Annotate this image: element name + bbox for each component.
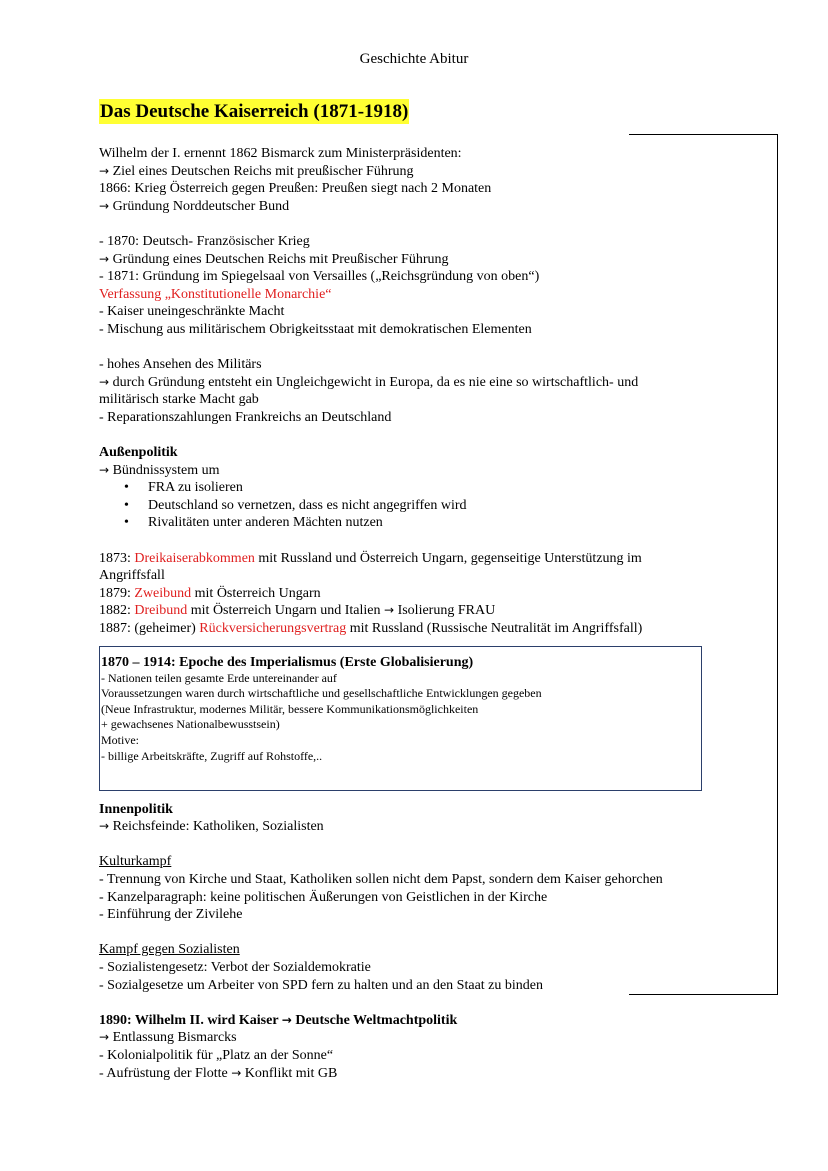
arrow-icon: → [281, 1012, 292, 1027]
arrow-icon: → [231, 1065, 242, 1080]
imperialism-box [99, 646, 702, 791]
page-title: Das Deutsche Kaiserreich (1871-1918) [100, 101, 409, 122]
box-line: - billige Arbeitskräfte, Zugriff auf Rohstoffe,.. [101, 748, 323, 763]
text-line: - Kanzelparagraph: keine politischen Äußerungen von Geistlichen in der Kirche [99, 889, 548, 905]
text-line: - Sozialgesetze um Arbeiter von SPD fern zu halten und an den Staat zu binden [99, 977, 543, 993]
treaty-line: 1879: Zweibund mit Österreich Ungarn [99, 585, 321, 601]
text-line: - Kaiser uneingeschränkte Macht [99, 304, 285, 320]
arrow-icon: → [99, 198, 110, 213]
text-line: - Aufrüstung der Flotte → Konflikt mit GB [99, 1065, 338, 1081]
text-line: - Reparationszahlungen Frankreichs an Deutschland [99, 409, 392, 425]
text-line: - Trennung von Kirche und Staat, Katholiken sollen nicht dem Papst, sondern dem Kaiser gehorchen [99, 872, 663, 887]
list-item: • Deutschland so vernetzen, dass es nicht angegriffen wird [124, 497, 467, 513]
arrow-icon: → [99, 251, 110, 266]
arrow-icon: → [384, 603, 395, 618]
text-line: 1866: Krieg Österreich gegen Preußen: Preußen siegt nach 2 Monaten [99, 181, 492, 197]
bullet-icon: • [124, 497, 129, 513]
text-line: → Bündnissystem um [99, 462, 220, 478]
box-line: - Nationen teilen gesamte Erde untereinander auf [101, 670, 337, 685]
text-line: → durch Gründung entsteht ein Ungleichgewicht in Europa, da es nie eine so wirtschaftlich- und [99, 374, 639, 390]
box-line: + gewachsenes Nationalbewusstsein) [101, 717, 280, 732]
text-line: - Kolonialpolitik für „Platz an der Sonne“ [99, 1047, 334, 1063]
section-heading-sozialisten: Kampf gegen Sozialisten [99, 942, 240, 958]
box-line: Motive: [101, 733, 139, 747]
box-title: 1870 – 1914: Epoche des Imperialismus (Erste Globalisierung) [101, 654, 474, 670]
section-heading-weltmachtpolitik: 1890: Wilhelm II. wird Kaiser → Deutsche Weltmachtpolitik [99, 1012, 458, 1028]
text-line: → Gründung eines Deutschen Reichs mit Preußischer Führung [99, 251, 449, 267]
text-line: - hohes Ansehen des Militärs [99, 357, 262, 373]
document-body [99, 145, 739, 1082]
arrow-icon: → [99, 374, 110, 389]
text-line: → Entlassung Bismarcks [99, 1030, 237, 1046]
box-line: (Neue Infrastruktur, modernes Militär, bessere Kommunikationsmöglichkeiten [101, 701, 479, 716]
text-line: - 1870: Deutsch- Französischer Krieg [99, 233, 310, 249]
section-heading-kulturkampf: Kulturkampf [99, 854, 172, 870]
list-item: • FRA zu isolieren [124, 480, 243, 496]
arrow-icon: → [99, 819, 110, 834]
treaty-line: 1873: Dreikaiserabkommen mit Russland und Österreich Ungarn, gegenseitige Unterstützung im [99, 550, 642, 566]
box-line: Voraussetzungen waren durch wirtschaftliche und gesellschaftliche Entwicklungen gegeben [101, 686, 542, 701]
text-line: → Ziel eines Deutschen Reichs mit preußischer Führung [99, 163, 414, 179]
text-line: - Sozialistengesetz: Verbot der Sozialdemokratie [99, 959, 371, 975]
section-heading-aussenpolitik: Außenpolitik [99, 445, 178, 461]
text-line: - 1871: Gründung im Spiegelsaal von Versailles („Reichsgründung von oben“) [99, 269, 540, 285]
treaty-line: 1887: (geheimer) Rückversicherungsvertrag mit Russland (Russische Neutralität im Angriffsfall) [99, 621, 643, 637]
text-line: - Einführung der Zivilehe [99, 907, 243, 923]
arrow-icon: → [99, 1030, 110, 1045]
arrow-icon: → [99, 462, 110, 477]
text-line: - Mischung aus militärischem Obrigkeitsstaat mit demokratischen Elementen [99, 321, 532, 337]
section-heading-innenpolitik: Innenpolitik [99, 801, 173, 817]
list-item: • Rivalitäten unter anderen Mächten nutzen [124, 515, 383, 531]
text-line: militärisch starke Macht gab [99, 392, 259, 408]
text-line: → Gründung Norddeutscher Bund [99, 198, 290, 214]
page-header: Geschichte Abitur [359, 51, 469, 67]
treaty-line: 1882: Dreibund mit Österreich Ungarn und Italien → Isolierung FRAU [99, 603, 496, 619]
arrow-icon: → [99, 163, 110, 178]
treaty-line: Angriffsfall [99, 568, 165, 584]
bullet-icon: • [124, 480, 129, 496]
text-line: → Reichsfeinde: Katholiken, Sozialisten [99, 819, 324, 835]
text-line: Wilhelm der I. ernennt 1862 Bismarck zum Ministerpräsidenten: [99, 146, 462, 161]
constitution-line: Verfassung „Konstitutionelle Monarchie“ [99, 286, 332, 302]
bullet-icon: • [124, 515, 129, 531]
